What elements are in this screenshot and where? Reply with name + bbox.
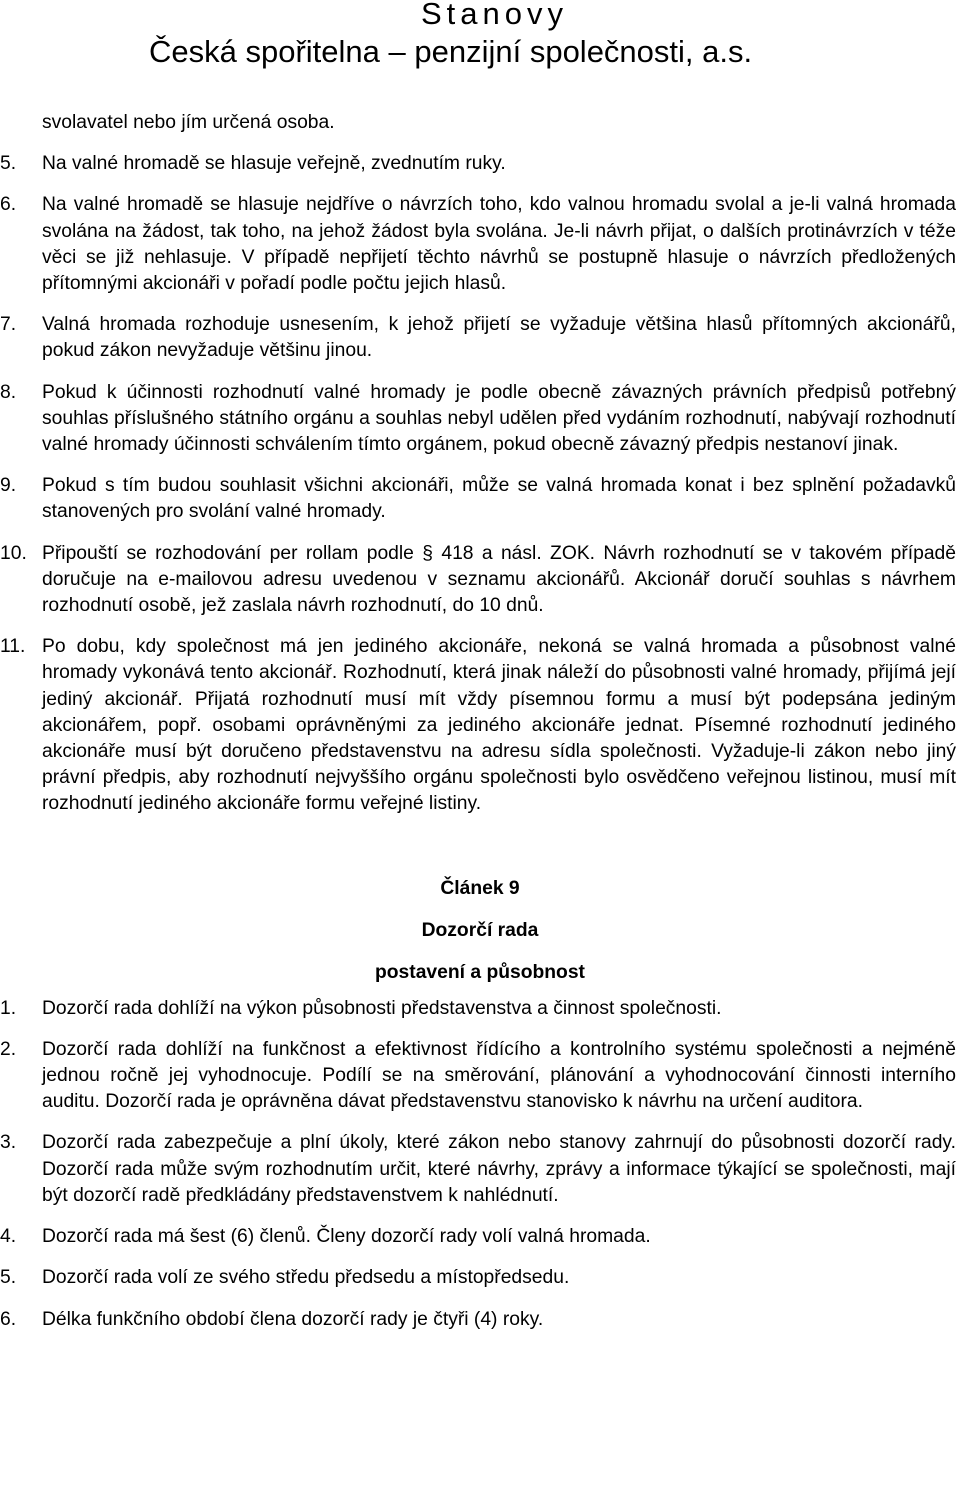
paragraph-item — [0, 996, 956, 1022]
paragraph-number: 10. — [0, 542, 27, 564]
article-heading: Článek 9 — [440, 877, 520, 899]
article-subtitle: postavení a působnost — [375, 961, 585, 983]
paragraph-text: Valná hromada rozhoduje usnesením, k jehož přijetí se vyžaduje většina hlasů přítomných akcionářů, pokud zákon nevyžaduje většinu jinou. — [42, 314, 956, 362]
paragraph-number: 9. — [0, 475, 17, 497]
paragraph-item — [0, 312, 956, 364]
paragraph-text: Délka funkčního období člena dozorčí rady je čtyři (4) roky. — [42, 1308, 544, 1330]
paragraph-number: 7. — [0, 314, 17, 336]
paragraph-number: 2. — [0, 1038, 17, 1060]
paragraph-text: Dozorčí rada dohlíží na výkon působnosti představenstva a činnost společnosti. — [42, 997, 722, 1019]
paragraph-text: Dozorčí rada dohlíží na funkčnost a efektivnost řídícího a kontrolního systému společnosti a nejméně jednou ročně jej vyhodnocuje. Podílí se na směrování, plánování a vyhodnocování činnosti interního auditu. Dozorčí rada je oprávněna dávat představenstvu stanovisko k návrhu na určení auditora. — [42, 1038, 956, 1113]
paragraph-text: Dozorčí rada má šest (6) členů. Členy dozorčí rady volí valná hromada. — [42, 1226, 651, 1248]
paragraph-item — [0, 1224, 956, 1250]
paragraph-item — [0, 1265, 956, 1291]
header-title: Stanovy — [420, 0, 568, 31]
paragraph-item — [0, 1307, 956, 1333]
paragraph-item — [0, 473, 956, 525]
paragraph-text: Dozorčí rada volí ze svého středu předsedu a místopředsedu. — [42, 1267, 570, 1289]
paragraph-item — [0, 1037, 956, 1116]
paragraph-text: Pokud s tím budou souhlasit všichni akcionáři, může se valná hromada konat i bez splnění požadavků stanovených pro svolání valné hromady. — [42, 475, 956, 523]
paragraph-text: Dozorčí rada zabezpečuje a plní úkoly, které zákon nebo stanovy zahrnují do působnosti dozorčí rady. Dozorčí rada může svým rozhodnutím určit, které návrhy, zprávy a informace týkající se společnosti, mají být dozorčí radě předkládány představenstvem k nahlédnutí. — [42, 1132, 956, 1206]
paragraph-item — [0, 541, 956, 620]
paragraph-number: 1. — [0, 997, 17, 1019]
header-subtitle: Česká spořitelna – penzijní společnosti, a.s. — [149, 34, 753, 69]
paragraph-number: 3. — [0, 1132, 17, 1154]
paragraph-item — [0, 634, 956, 817]
paragraph-text: svolavatel nebo jím určená osoba. — [42, 112, 335, 133]
paragraph-item — [0, 192, 956, 297]
paragraph-number: 4. — [0, 1226, 17, 1248]
document-body — [0, 110, 960, 1333]
paragraph-text: Pokud k účinnosti rozhodnutí valné hromady je podle obecně závazných právních předpisů potřebný souhlas příslušného státního orgánu a souhlas nebyl udělen před vydáním rozhodnutí, nabývají rozhodnutí valné hromady účinnosti schválením tímto orgánem, pokud obecně závazný předpis nestanoví jinak. — [42, 381, 956, 456]
paragraph-continuation — [42, 110, 956, 136]
paragraph-text: Připouští se rozhodování per rollam podle § 418 a násl. ZOK. Návrh rozhodnutí se v takovém případě doručuje na e-mailovou adresu uvedenou v seznamu akcionářů. Akcionář doručí souhlas s návrhem rozhodnutí osobě, jež zaslala návrh rozhodnutí, do 10 dnů. — [42, 542, 956, 617]
paragraph-item — [0, 1130, 956, 1209]
paragraph-number: 11. — [0, 636, 26, 658]
paragraph-item — [0, 151, 956, 177]
paragraph-text: Na valné hromadě se hlasuje veřejně, zvednutím ruky. — [42, 153, 506, 175]
paragraph-number: 5. — [0, 1267, 17, 1289]
paragraph-number: 8. — [0, 381, 17, 403]
paragraph-text: Na valné hromadě se hlasuje nejdříve o návrzích toho, kdo valnou hromadu svolal a je-li valná hromada svolána na žádost, tak toho, na jehož žádost byla svolána. Je-li návrh přijat, o dalších protinávrzích v téže věci se již nehlasuje. V případě nepřijetí těchto návrhů se postupně hlasuje o návrzích předložených přítomnými akcionáři v pořadí podle počtu jejich hlasů. — [42, 194, 956, 295]
paragraph-number: 6. — [0, 194, 17, 216]
paragraph-item — [0, 380, 956, 459]
paragraph-number: 5. — [0, 153, 17, 175]
paragraph-text: Po dobu, kdy společnost má jen jediného akcionáře, nekoná se valná hromada a působnost valné hromady vykonává tento akcionář. Rozhodnutí, která jinak náleží do působnosti valné hromady, přijímá její jediný akcionář. Přijatá rozhodnutí musí mít vždy písemnou formu a musí být podepsána jediným akcionářem, popř. osobami oprávněnými za jediného akcionáře jednat. Písemné rozhodnutí jediného akcionáře musí být doručeno představenstvu na adresu sídla společnosti. Vyžaduje-li zákon nebo jiný právní předpis, aby rozhodnutí nejvyššího orgánu společnosti bylo osvědčeno veřejnou listinou, musí mít rozhodnutí jediného akcionáře formu veřejné listiny. — [42, 636, 956, 815]
paragraph-number: 6. — [0, 1308, 17, 1330]
article-title: Dozorčí rada — [421, 919, 539, 941]
